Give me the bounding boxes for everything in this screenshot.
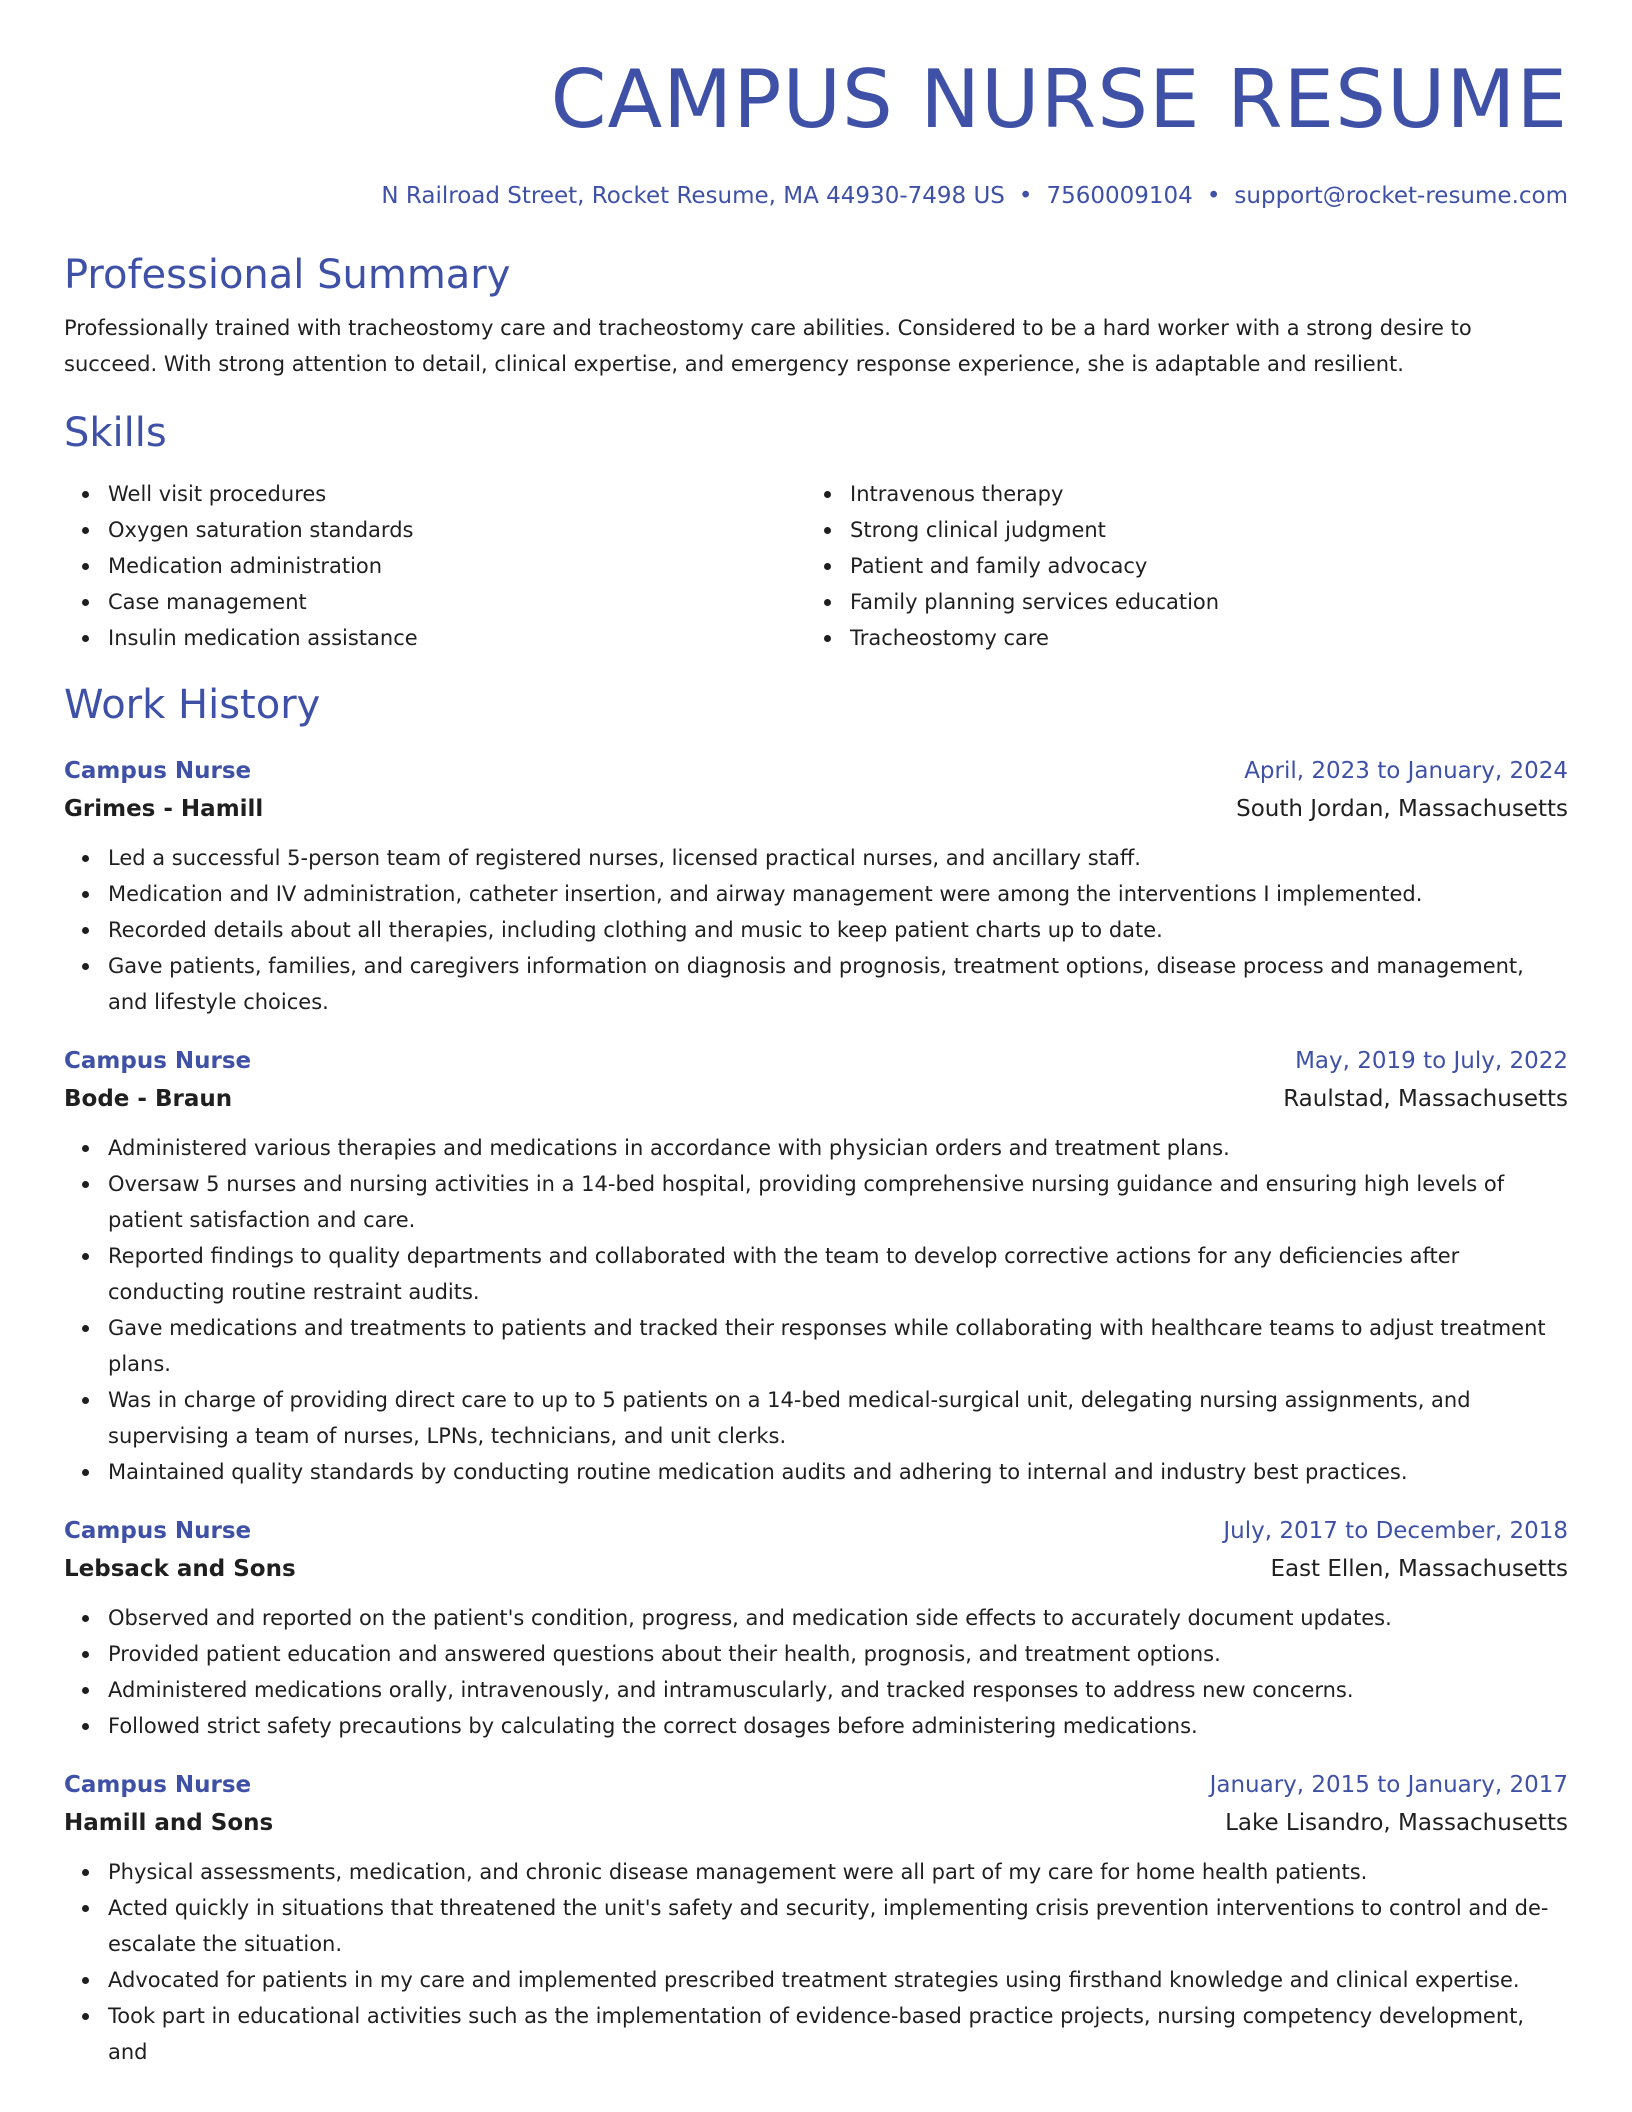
- job-location: South Jordan, Massachusetts: [1236, 796, 1568, 822]
- job-entry: [64, 1766, 1568, 2070]
- job-title: Campus Nurse: [64, 1772, 252, 1798]
- skill-item: Oxygen saturation standards: [64, 512, 806, 548]
- resume-header: [64, 0, 1568, 212]
- skill-item: Tracheostomy care: [806, 620, 1548, 656]
- job-dates: May, 2019 to July, 2022: [1295, 1048, 1568, 1074]
- job-location: East Ellen, Massachusetts: [1270, 1556, 1568, 1582]
- job-duty: Oversaw 5 nurses and nursing activities in a 14-bed hospital, providing comprehensive nursing guidance and ensuring high levels of patient satisfaction and care.: [64, 1166, 1568, 1238]
- job-title: Campus Nurse: [64, 1518, 252, 1544]
- job-company: Bode - Braun: [64, 1086, 233, 1112]
- job-duty: Advocated for patients in my care and implemented prescribed treatment strategies using firsthand knowledge and clinical expertise.: [64, 1962, 1568, 1998]
- job-duty: Administered various therapies and medications in accordance with physician orders and treatment plans.: [64, 1130, 1568, 1166]
- skill-item: Patient and family advocacy: [806, 548, 1548, 584]
- job-duty: Medication and IV administration, catheter insertion, and airway management were among the interventions I implemented.: [64, 876, 1568, 912]
- skill-item: Strong clinical judgment: [806, 512, 1548, 548]
- work-history-heading: Work History: [64, 682, 321, 728]
- job-header-row: [64, 1042, 1568, 1080]
- job-duty: Maintained quality standards by conducting routine medication audits and adhering to internal and industry best practices.: [64, 1454, 1568, 1490]
- summary-text: Professionally trained with tracheostomy care and tracheostomy care abilities. Considered to be a hard worker with a strong desire to succeed. With strong attention to detail, clinical expertise, and emergency response experience, she is adaptable and resilient.: [64, 316, 1472, 376]
- skill-item: Family planning services education: [806, 584, 1548, 620]
- summary-heading: Professional Summary: [64, 252, 511, 298]
- skill-item: Intravenous therapy: [806, 476, 1548, 512]
- job-company: Grimes - Hamill: [64, 796, 264, 822]
- job-duty: Observed and reported on the patient's condition, progress, and medication side effects to accurately document updates.: [64, 1600, 1568, 1636]
- job-duties: [64, 1854, 1568, 2070]
- job-entry: [64, 752, 1568, 1020]
- job-duty: Provided patient education and answered questions about their health, prognosis, and treatment options.: [64, 1636, 1568, 1672]
- job-duty: Acted quickly in situations that threatened the unit's safety and security, implementing crisis prevention interventions to control and de-escalate the situation.: [64, 1890, 1568, 1962]
- job-duty: Was in charge of providing direct care to up to 5 patients on a 14-bed medical-surgical unit, delegating nursing assignments, and supervising a team of nurses, LPNs, technicians, and unit clerks.: [64, 1382, 1568, 1454]
- job-company-row: [64, 1080, 1568, 1118]
- job-company-row: [64, 790, 1568, 828]
- job-entry: [64, 1042, 1568, 1490]
- job-duty: Physical assessments, medication, and chronic disease management were all part of my care for home health patients.: [64, 1854, 1568, 1890]
- skills-list-left: [64, 476, 806, 656]
- job-company-row: [64, 1550, 1568, 1588]
- job-duty: Took part in educational activities such as the implementation of evidence-based practice projects, nursing competency development, and: [64, 1998, 1568, 2070]
- job-duties: [64, 1600, 1568, 1744]
- job-dates: April, 2023 to January, 2024: [1244, 758, 1568, 784]
- job-duty: Followed strict safety precautions by calculating the correct dosages before administering medications.: [64, 1708, 1568, 1744]
- work-history-list: [64, 752, 1568, 2070]
- job-duties: [64, 840, 1568, 1020]
- job-duty: Gave patients, families, and caregivers information on diagnosis and prognosis, treatment options, disease process and management, and lifestyle choices.: [64, 948, 1568, 1020]
- job-duty: Reported findings to quality departments and collaborated with the team to develop corrective actions for any deficiencies after conducting routine restraint audits.: [64, 1238, 1568, 1310]
- job-company: Hamill and Sons: [64, 1810, 274, 1836]
- job-title: Campus Nurse: [64, 758, 252, 784]
- job-header-row: [64, 1766, 1568, 1804]
- job-dates: July, 2017 to December, 2018: [1223, 1518, 1568, 1544]
- job-duty: Gave medications and treatments to patients and tracked their responses while collaborating with healthcare teams to adjust treatment plans.: [64, 1310, 1568, 1382]
- skill-item: Medication administration: [64, 548, 806, 584]
- skills-heading: Skills: [64, 410, 167, 456]
- contact-separator: •: [1018, 183, 1033, 209]
- resume-title: CAMPUS NURSE RESUME: [550, 53, 1568, 146]
- skill-item: Case management: [64, 584, 806, 620]
- skills-grid: [64, 476, 1568, 656]
- resume-page: [64, 0, 1568, 2070]
- job-duty: Administered medications orally, intravenously, and intramuscularly, and tracked responses to address new concerns.: [64, 1672, 1568, 1708]
- contact-separator: •: [1206, 183, 1221, 209]
- job-entry: [64, 1512, 1568, 1744]
- job-header-row: [64, 752, 1568, 790]
- skill-item: Insulin medication assistance: [64, 620, 806, 656]
- job-duties: [64, 1130, 1568, 1490]
- contact-line: [64, 180, 1568, 212]
- job-title: Campus Nurse: [64, 1048, 252, 1074]
- job-location: Lake Lisandro, Massachusetts: [1225, 1810, 1568, 1836]
- job-duty: Led a successful 5-person team of registered nurses, licensed practical nurses, and ancillary staff.: [64, 840, 1568, 876]
- job-duty: Recorded details about all therapies, including clothing and music to keep patient charts up to date.: [64, 912, 1568, 948]
- skills-list-right: [806, 476, 1548, 656]
- job-dates: January, 2015 to January, 2017: [1209, 1772, 1568, 1798]
- contact-email[interactable]: support@rocket-resume.com: [1234, 183, 1568, 209]
- contact-phone: 7560009104: [1046, 183, 1193, 209]
- job-company-row: [64, 1804, 1568, 1842]
- skill-item: Well visit procedures: [64, 476, 806, 512]
- job-header-row: [64, 1512, 1568, 1550]
- contact-address: N Railroad Street, Rocket Resume, MA 44930-7498 US: [381, 183, 1005, 209]
- job-location: Raulstad, Massachusetts: [1283, 1086, 1568, 1112]
- job-company: Lebsack and Sons: [64, 1556, 296, 1582]
